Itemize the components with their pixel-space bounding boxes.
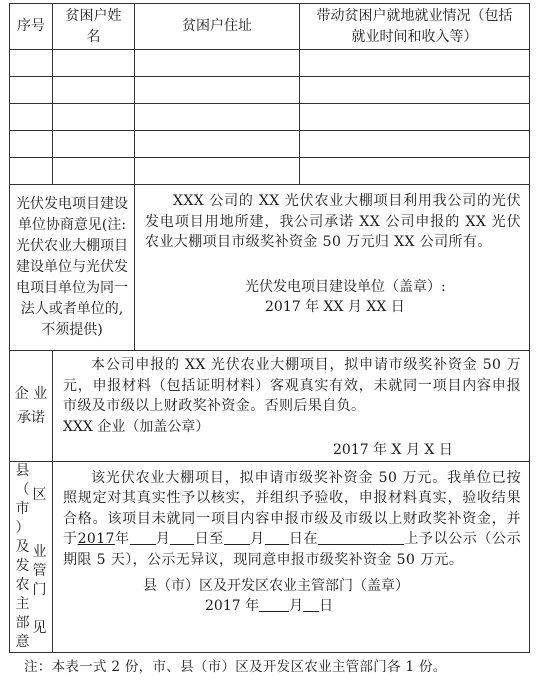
end-day-blank[interactable] [265, 530, 289, 545]
county-date-year: 2017 年 [205, 598, 260, 614]
county-section-content [53, 461, 530, 652]
header-name-line1: 贫困户姓 [65, 7, 122, 24]
county-label-left [16, 462, 30, 652]
county-date [143, 596, 521, 616]
county-label-right [33, 462, 47, 652]
name-cell[interactable] [53, 131, 135, 158]
header-address: 贫困户住址 [135, 4, 300, 50]
county-month-blank[interactable] [259, 597, 289, 612]
label-char: 管 [32, 562, 47, 579]
label-char: 及 [15, 538, 30, 555]
pv-section-row [10, 185, 530, 351]
serial-cell[interactable] [10, 131, 53, 158]
pv-commitment-text: XXX 公司的 XX 光伏农业大棚项目利用我公司的光伏发电项目用地所建，我公司承诺 XX 公司申报的 XX 光伏农业大棚项目市级奖补资金 50 万元归 XX 公司所有。 [145, 193, 521, 250]
day-at-unit: 日在 [288, 531, 319, 547]
serial-cell[interactable] [10, 50, 53, 77]
employment-cell[interactable] [300, 131, 530, 158]
pv-label-line: 电项目单位为同一 [16, 280, 128, 296]
header-employment-line1: 带动贫困户就地就业情况（包括 [316, 7, 513, 24]
address-cell[interactable] [135, 77, 300, 104]
publicity-text: 上予以公 [404, 531, 463, 547]
label-char: 业 [32, 543, 47, 560]
serial-cell[interactable] [10, 77, 53, 104]
address-cell[interactable] [135, 50, 300, 77]
pv-label-line: 法人或者单位的, [20, 301, 124, 317]
footnote: 注：本表一式 2 份，市、县（市）区及开发区农业主管部门各 1 份。 [24, 659, 447, 675]
header-name [53, 4, 135, 50]
address-cell[interactable] [135, 131, 300, 158]
serial-cell[interactable] [10, 104, 53, 131]
label-char: （ [15, 481, 30, 498]
employment-cell[interactable] [300, 77, 530, 104]
county-opinion-text [63, 468, 521, 571]
pv-label-line: 建设单位与光伏发 [16, 259, 128, 275]
county-section-row [10, 461, 530, 652]
name-cell[interactable] [53, 158, 135, 185]
label-char: ） [15, 519, 30, 536]
label-char: 县 [15, 462, 30, 479]
publicity-place-blank[interactable] [318, 530, 404, 545]
start-day-blank[interactable] [170, 530, 194, 545]
label-char: 发 [15, 557, 30, 574]
county-month-unit: 月 [289, 598, 304, 614]
pv-signature-block [145, 277, 521, 317]
blank-row [10, 50, 530, 77]
label-char: 门 [32, 581, 47, 598]
month-unit: 月 [249, 531, 265, 547]
label-char: 见 [32, 619, 47, 636]
enterprise-section-label [10, 351, 53, 462]
blank-row [10, 104, 530, 131]
county-signer: 县（市）区及开发区农业主管部门（盖章） [143, 578, 409, 594]
enterprise-commitment-text: 本公司申报的 XX 光伏农业大棚项目，拟申请市级奖补资金 50 万元，申报材料（包括证明材料）客观真实有效，未就同一项目内容申报市级及市级以上财政奖补资金。否则后果自负。 [63, 357, 521, 414]
form-table [9, 3, 530, 653]
header-employment [300, 4, 530, 50]
blank-row [10, 131, 530, 158]
label-char: 区 [32, 486, 47, 503]
pv-section-label [10, 185, 135, 351]
county-text-part1: 该光伏农业大棚项目，拟申请市级奖补资金 50 万元。我单位已按照规定对其真实性予以核实，并组织予验收，申报材料真实，验收结果合格。该项目未就同一项目内容申报市级及市级以上财政奖补资金，并于 [63, 469, 521, 547]
address-cell[interactable] [135, 158, 300, 185]
enterprise-label-line1: 企 业 [14, 385, 48, 402]
header-name-line2: 名 [86, 28, 101, 45]
enterprise-date: 2017 年 X 月 X 日 [333, 441, 453, 458]
label-char: 部 [15, 614, 30, 631]
pv-signer: 光伏发电项目建设单位（盖章）: [245, 278, 446, 295]
employment-cell[interactable] [300, 158, 530, 185]
enterprise-section-content [53, 351, 530, 462]
header-employment-line2: 就业时间和收入等） [351, 28, 478, 45]
name-cell[interactable] [53, 50, 135, 77]
county-signature-block [63, 576, 521, 616]
label-char: 农 [15, 576, 30, 593]
label-char: 市 [15, 500, 30, 517]
serial-cell[interactable] [10, 158, 53, 185]
name-cell[interactable] [53, 104, 135, 131]
address-cell[interactable] [135, 104, 300, 131]
year-unit: 年 [114, 531, 130, 547]
blank-row [10, 77, 530, 104]
label-char: 主 [15, 595, 30, 612]
enterprise-signer: XXX 企业（加盖公章） [63, 418, 210, 435]
header-serial: 序号 [10, 4, 53, 50]
start-month-blank[interactable] [130, 530, 156, 545]
enterprise-label-line2: 承诺 [17, 409, 45, 426]
application-form [9, 3, 529, 653]
pv-label-line: 光伏发电项目建设 [16, 196, 128, 212]
pv-label-line: 不须提供) [41, 322, 103, 338]
employment-cell[interactable] [300, 104, 530, 131]
pv-section-content [135, 185, 530, 351]
publicity-year: 2017 [77, 531, 115, 547]
header-row [10, 4, 530, 50]
day-to-unit: 日至 [194, 531, 224, 547]
pv-label-line: 单位协商意见(注: [17, 217, 127, 233]
label-char: 意 [15, 633, 30, 650]
employment-cell[interactable] [300, 50, 530, 77]
enterprise-section-row [10, 351, 530, 462]
pv-label-line: 光伏农业大棚项目 [16, 238, 128, 254]
blank-row [10, 158, 530, 185]
name-cell[interactable] [53, 77, 135, 104]
county-day-unit: 日 [319, 598, 334, 614]
county-text-part2: 示（公示期限 5 天），公示无异议，现同意申报市级奖补资金 50 万元。 [63, 531, 521, 568]
month-unit: 月 [155, 531, 171, 547]
end-month-blank[interactable] [224, 530, 250, 545]
pv-date: 2017 年 XX 月 XX 日 [265, 298, 405, 315]
county-day-blank[interactable] [303, 597, 319, 612]
county-section-label [10, 461, 53, 652]
